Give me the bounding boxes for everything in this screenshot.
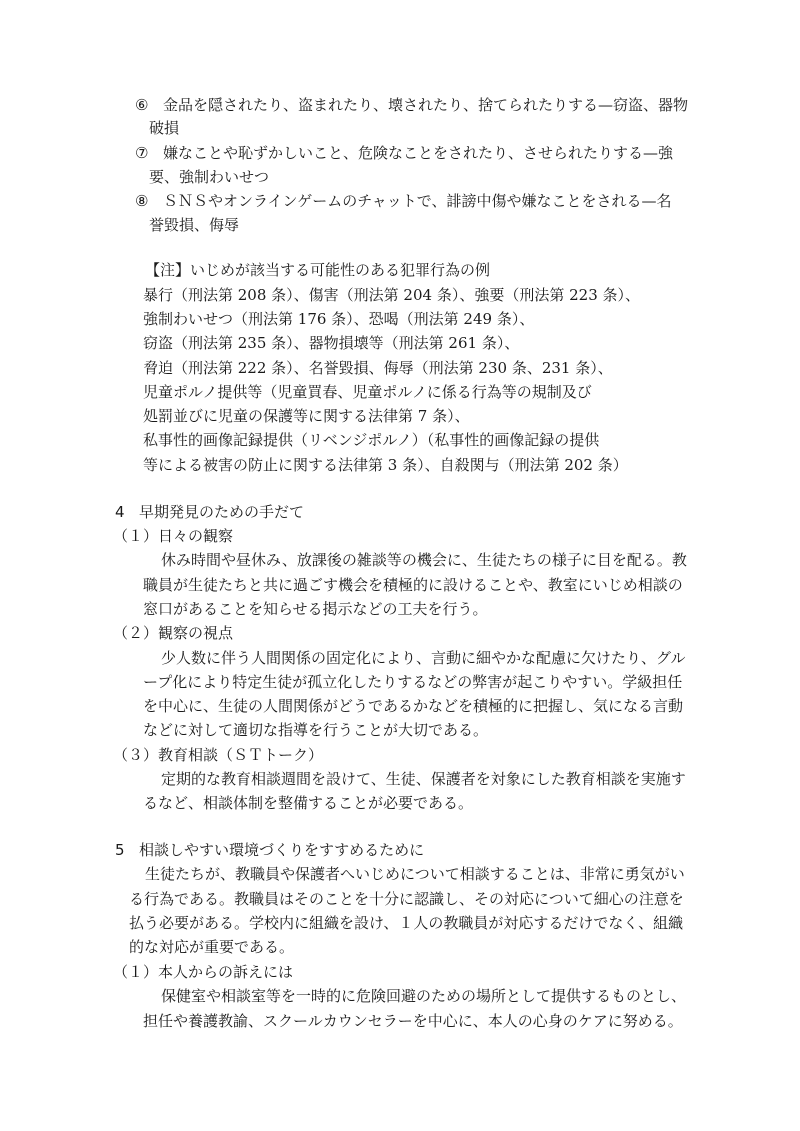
- section-title: 相談しやすい環境づくりをすすめるために: [139, 841, 425, 859]
- paragraph-line: 保健室や相談室等を一時的に危険回避のための場所として提供するものとし、: [161, 987, 687, 1005]
- subsection-heading: （１）日々の観察: [113, 527, 234, 545]
- paragraph-line: ープ化により特定生徒が孤立化したりするなどの弊害が起こりやすい。学級担任: [143, 673, 683, 691]
- note-line: 脅迫（刑法第 222 条）、名誉毀損、侮辱（刑法第 230 条、231 条）、: [143, 359, 613, 377]
- section-number: 4: [115, 503, 125, 521]
- note-line: 児童ポルノ提供等（児童買春、児童ポルノに係る行為等の規制及び: [143, 383, 592, 401]
- item-text-line: 誉毀損、侮辱: [149, 216, 240, 234]
- paragraph-line: 的な対応が重要である。: [129, 938, 295, 956]
- item-text-line: 金品を隠されたり、盗まれたり、壊されたり、捨てられたりする—窃盗、器物: [163, 96, 689, 114]
- paragraph-line: る行為である。教職員はそのことを十分に認識し、その対応について細心の注意を: [129, 890, 684, 908]
- paragraph-line: 職員が生徒たちと共に過ごす機会を積極的に設けることや、教室にいじめ相談の: [143, 576, 683, 594]
- section-number: 5: [115, 841, 125, 859]
- paragraph-line: 生徒たちが、教職員や保護者へいじめについて相談することは、非常に勇気がい: [145, 865, 685, 883]
- section-title: 早期発見のための手だて: [139, 503, 305, 521]
- note-line: 私事性的画像記録提供（リベンジポルノ）（私事性的画像記録の提供: [143, 431, 600, 449]
- note-line: 等による被害の防止に関する法律第 3 条）、自殺関与（刑法第 202 条）: [143, 456, 628, 474]
- item-number: ⑦: [135, 144, 149, 162]
- item-number: ⑥: [135, 96, 149, 114]
- paragraph-line: を中心に、生徒の人間関係がどうであるかなどを積極的に把握し、気になる言動: [143, 697, 684, 715]
- note-line: 暴行（刑法第 208 条）、傷害（刑法第 204 条）、強要（刑法第 223 条）、: [143, 286, 641, 304]
- paragraph-line: 休み時間や昼休み、放課後の雑談等の機会に、生徒たちの様子に目を配る。教: [161, 551, 687, 569]
- note-heading: 【注】いじめが該当する可能性のある犯罪行為の例: [145, 261, 491, 279]
- item-text-line: ＳＮＳやオンラインゲームのチャットで、誹謗中傷や嫌なことをされる—名: [163, 192, 672, 210]
- paragraph-line: などに対して適切な指導を行うことが大切である。: [143, 721, 489, 739]
- subsection-heading: （２）観察の視点: [113, 624, 234, 642]
- item-number: ⑧: [135, 192, 149, 210]
- note-line: 強制わいせつ（刑法第 176 条）、恐喝（刑法第 249 条）、: [143, 310, 535, 328]
- paragraph-line: 担任や養護教諭、スクールカウンセラーを中心に、本人の心身のケアに努める。: [143, 1012, 683, 1030]
- paragraph-line: 少人数に伴う人間関係の固定化により、言動に細やかな配慮に欠けたり、グル: [161, 649, 686, 667]
- note-line: 窃盗（刑法第 235 条）、器物損壊等（刑法第 261 条）、: [143, 334, 520, 352]
- paragraph-line: 窓口があることを知らせる掲示などの工夫を行う。: [143, 600, 488, 618]
- paragraph-line: 定期的な教育相談週間を設けて、生徒、保護者を対象にした教育相談を実施す: [161, 770, 686, 788]
- subsection-heading: （３）教育相談（ＳＴトーク）: [113, 746, 324, 764]
- item-text-line: 破損: [149, 119, 180, 137]
- paragraph-line: るなど、相談体制を整備することが必要である。: [143, 794, 474, 812]
- item-text-line: 要、強制わいせつ: [149, 168, 270, 186]
- note-line: 処罰並びに児童の保護等に関する法律第 7 条）、: [143, 407, 470, 425]
- item-text-line: 嫌なことや恥ずかしいこと、危険なことをされたり、させられたりする—強: [163, 144, 674, 162]
- paragraph-line: 払う必要がある。学校内に組織を設け、１人の教職員が対応するだけでなく、組織: [129, 914, 684, 932]
- subsection-heading: （１）本人からの訴えには: [113, 963, 294, 981]
